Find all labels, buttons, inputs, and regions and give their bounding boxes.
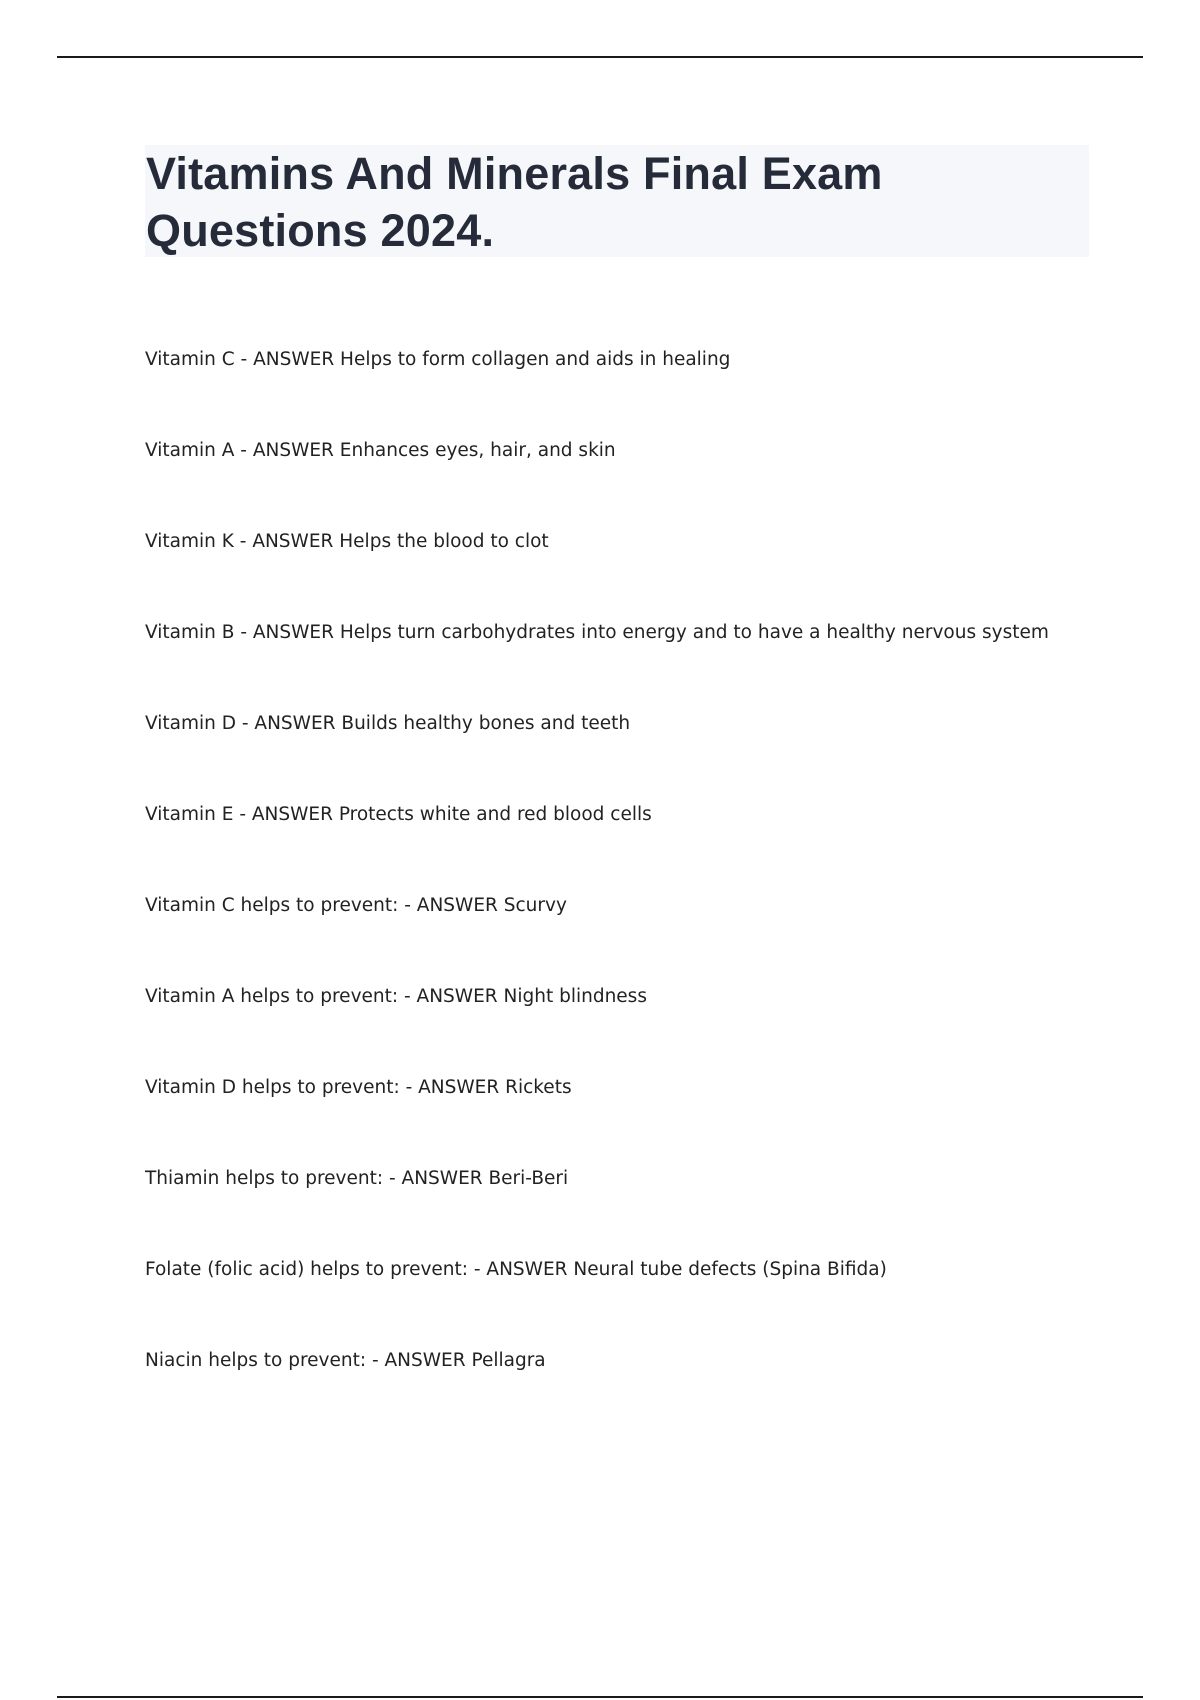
page-title — [145, 145, 1089, 259]
top-divider — [57, 56, 1143, 58]
question-answer-list — [145, 342, 1105, 1434]
qa-item-vitamin-k-function: Vitamin K - ANSWER Helps the blood to clot — [145, 531, 549, 552]
qa-item-vitamin-c-function: Vitamin C - ANSWER Helps to form collagen and aids in healing — [145, 349, 731, 370]
qa-item-vitamin-a-function: Vitamin A - ANSWER Enhances eyes, hair, and skin — [145, 440, 616, 461]
qa-item-vitamin-a-prevents: Vitamin A helps to prevent: - ANSWER Night blindness — [145, 986, 647, 1007]
qa-item-folate-prevents: Folate (folic acid) helps to prevent: - ANSWER Neural tube defects (Spina Bifida) — [145, 1259, 887, 1280]
qa-item-vitamin-c-prevents: Vitamin C helps to prevent: - ANSWER Scurvy — [145, 895, 567, 916]
title-block — [145, 145, 1089, 257]
qa-item-vitamin-d-prevents: Vitamin D helps to prevent: - ANSWER Rickets — [145, 1077, 572, 1098]
qa-item-thiamin-prevents: Thiamin helps to prevent: - ANSWER Beri-Beri — [145, 1168, 569, 1189]
page-title-line-2: Questions 2024. — [146, 205, 495, 256]
qa-item-vitamin-e-function: Vitamin E - ANSWER Protects white and red blood cells — [145, 804, 652, 825]
bottom-divider — [57, 1696, 1143, 1698]
qa-item-vitamin-b-function: Vitamin B - ANSWER Helps turn carbohydrates into energy and to have a healthy nervous system — [145, 622, 1049, 643]
page-title-line-1: Vitamins And Minerals Final Exam — [146, 148, 883, 199]
qa-item-niacin-prevents: Niacin helps to prevent: - ANSWER Pellagra — [145, 1350, 546, 1371]
qa-item-vitamin-d-function: Vitamin D - ANSWER Builds healthy bones and teeth — [145, 713, 631, 734]
